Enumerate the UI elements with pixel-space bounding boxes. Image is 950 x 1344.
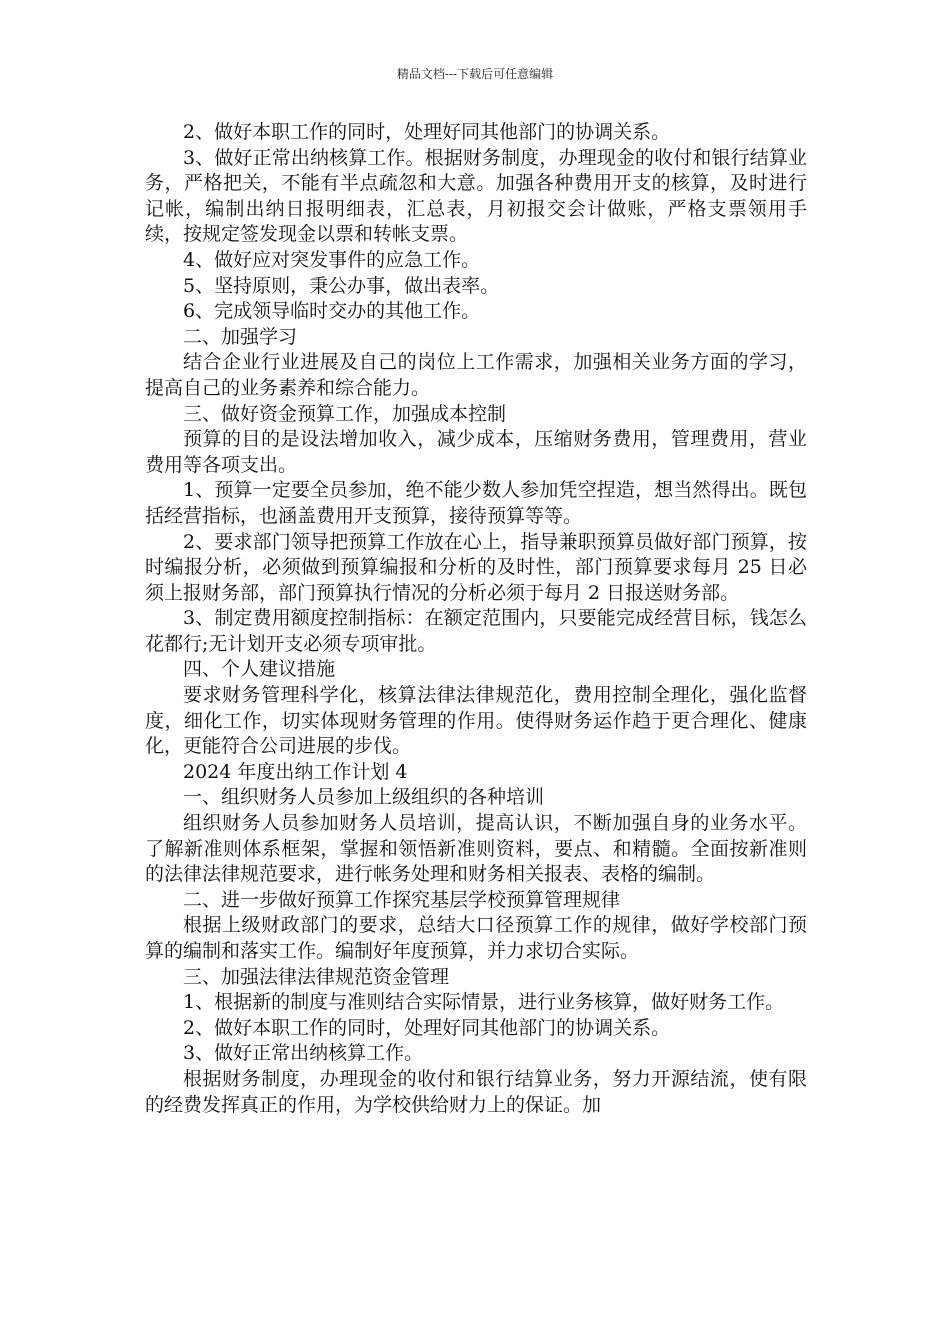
section-heading: 三、做好资金预算工作，加强成本控制 [183, 402, 507, 425]
paragraph: 组织财务人员参加财务人员培训，提高认识，不断加强自身的业务水平。了解新准则体系框架，掌握和领悟新准则资料，要点、和精髓。全面按新准则的法律法律规范要求，进行帐务处理和财务相关报表、表格的编制。 [145, 812, 807, 886]
paragraph: 3、做好正常出纳核算工作。 [183, 1042, 424, 1065]
paragraph: 2、做好本职工作的同时，处理好同其他部门的协调关系。 [183, 121, 671, 143]
paragraph: 根据财务制度，办理现金的收付和银行结算业务，努力开源结流，使有限的经费发挥真正的作用，为学校供给财力上的保证。加 [145, 1067, 807, 1116]
paragraph: 3、制定费用额度控制指标：在额定范围内，只要能完成经营目标，钱怎么花都行;无计划开支必须专项审批。 [145, 607, 807, 655]
paragraph: 6、完成领导临时交办的其他工作。 [183, 300, 481, 323]
document-title: 2024 年度出纳工作计划 4 [183, 760, 408, 783]
paragraph: 2、要求部门领导把预算工作放在心上，指导兼职预算员做好部门预算，按时编报分析，必须做到预算编报和分析的及时性，部门预算要求每月 25 日必须上报财务部，部门预算执行情况的分析必须于每月 2 日报送财务部。 [145, 530, 807, 604]
section-heading: 二、进一步做好预算工作探究基层学校预算管理规律 [183, 888, 621, 911]
paragraph: 根据上级财政部门的要求，总结大口径预算工作的规律，做好学校部门预算的编制和落实工作。编制好年度预算，并力求切合实际。 [145, 914, 807, 962]
paragraph: 结合企业行业进展及自己的岗位上工作需求，加强相关业务方面的学习，提高自己的业务素养和综合能力。 [145, 351, 807, 399]
section-heading: 四、个人建议措施 [183, 658, 336, 681]
paragraph: 3、做好正常出纳核算工作。根据财务制度，办理现金的收付和银行结算业务，严格把关，不能有半点疏忽和大意。加强各种费用开支的核算，及时进行记帐，编制出纳日报明细表，汇总表，月初报交会计做账，严格支票领用手续，按规定签发现金以票和转帐支票。 [145, 146, 807, 246]
paragraph: 要求财务管理科学化，核算法律法律规范化，费用控制全理化，强化监督度，细化工作，切实体现财务管理的作用。使得财务运作趋于更合理化、健康化，更能符合公司进展的步伐。 [145, 684, 807, 758]
paragraph: 2、做好本职工作的同时，处理好同其他部门的协调关系。 [183, 1016, 671, 1039]
section-heading: 一、组织财务人员参加上级组织的各种培训 [183, 786, 545, 809]
document-body [145, 120, 807, 1118]
page-header: 精品文档---下载后可任意编辑 [396, 67, 554, 81]
paragraph: 5、坚持原则，秉公办事，做出表率。 [183, 274, 500, 297]
paragraph: 预算的目的是设法增加收入，减少成本，压缩财务费用，管理费用，营业费用等各项支出。 [145, 428, 807, 476]
section-heading: 二、加强学习 [183, 325, 298, 348]
paragraph: 4、做好应对突发事件的应急工作。 [183, 248, 481, 271]
paragraph: 1、预算一定要全员参加，绝不能少数人参加凭空捏造，想当然得出。既包括经营指标，也涵盖费用开支预算，接待预算等等。 [145, 479, 807, 527]
section-heading: 三、加强法律法律规范资金管理 [183, 965, 450, 988]
paragraph: 1、根据新的制度与准则结合实际情景，进行业务核算，做好财务工作。 [183, 991, 785, 1014]
